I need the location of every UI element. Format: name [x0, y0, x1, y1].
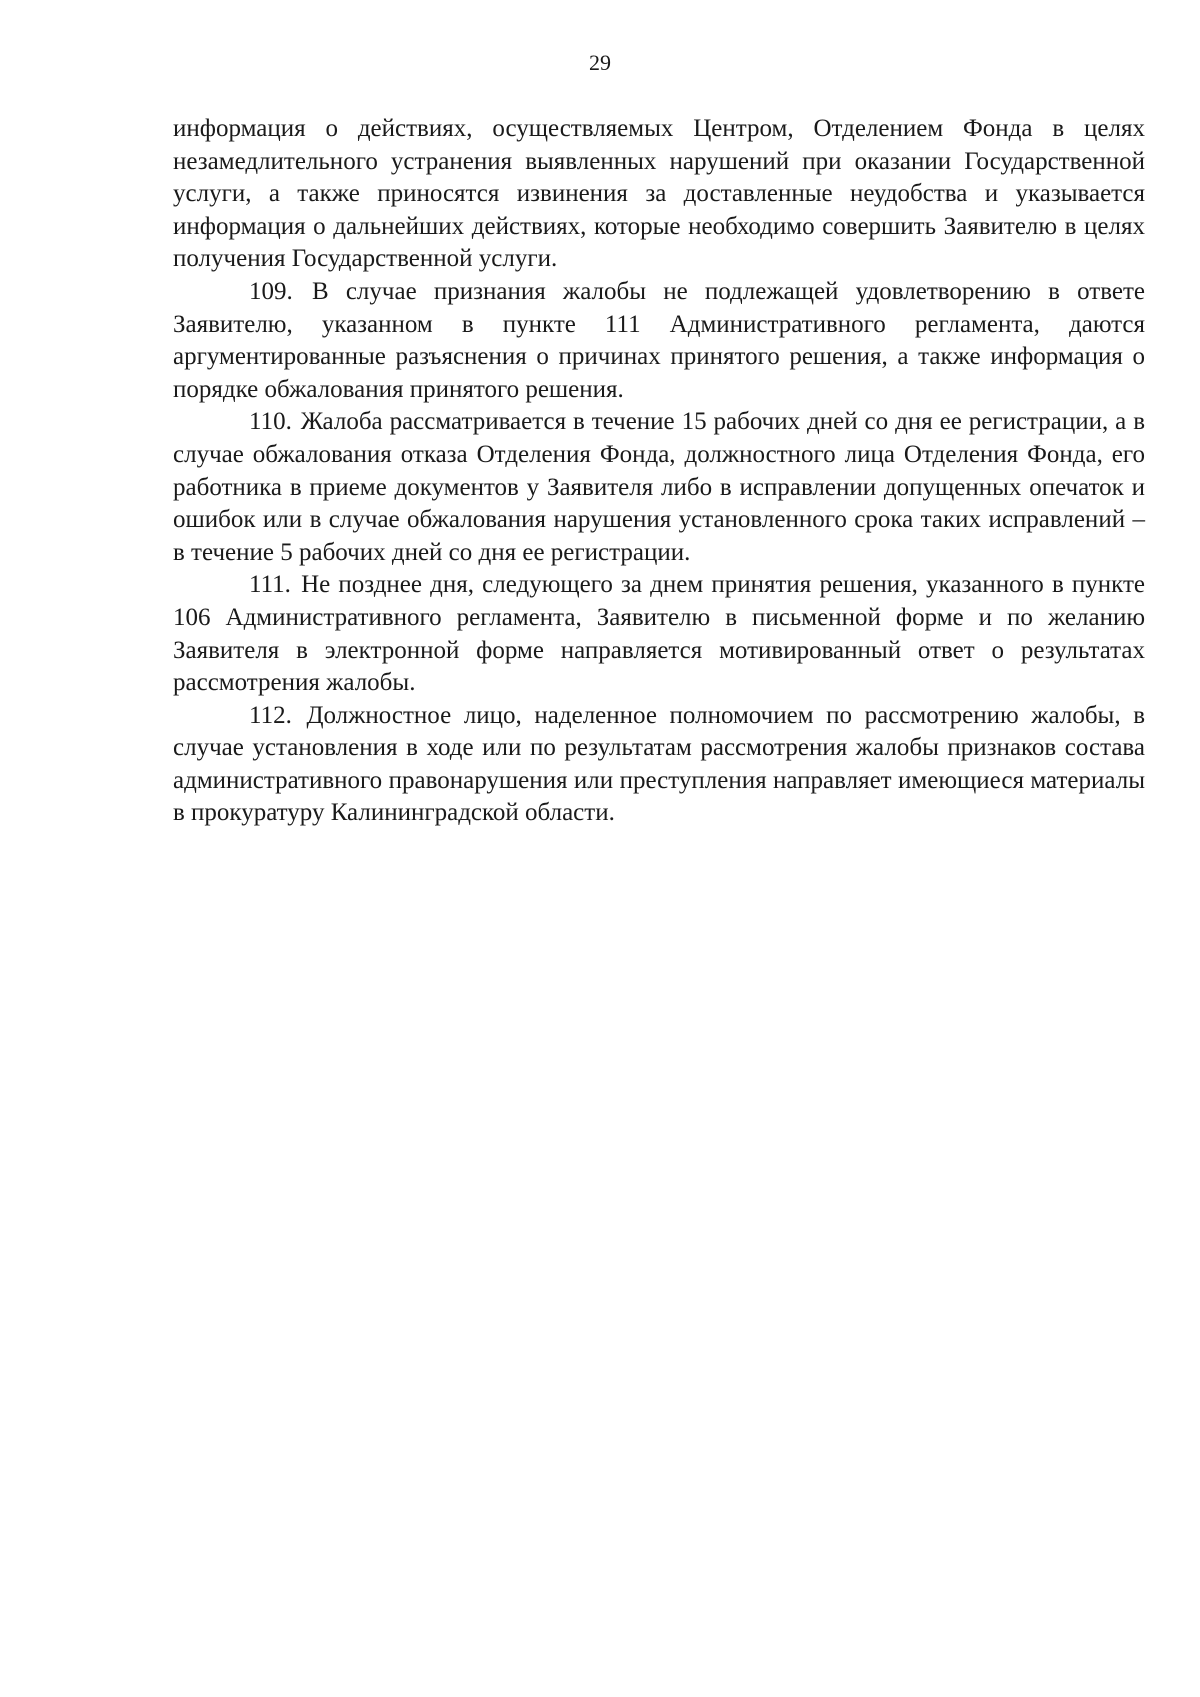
paragraph-number: 110. [249, 408, 292, 436]
paragraph-text: В случае признания жалобы не подлежащей удовлетворению в ответе Заявителю, указанном в пункте 111 Административного регламента, даются аргументированные разъяснения о причинах принятого решения, а также информация о порядке обжалования принятого решения. [173, 277, 1145, 403]
paragraph-text: Не позднее дня, следующего за днем принятия решения, указанного в пункте 106 Административного регламента, Заявителю в письменной форме и по желанию Заявителя в электронной форме направляется мотивированный ответ о результатах рассмотрения жалобы. [173, 571, 1146, 697]
paragraph-109 [173, 276, 1145, 406]
paragraph-110 [173, 406, 1145, 569]
page-number: 29 [589, 50, 611, 75]
paragraph-112 [173, 700, 1145, 830]
paragraph-111 [173, 569, 1145, 699]
paragraph-number: 112. [249, 701, 292, 729]
paragraph-continuation [173, 113, 1145, 276]
document-body [173, 113, 1145, 830]
paragraph-number: 109. [249, 277, 293, 305]
paragraph-number: 111. [249, 571, 291, 599]
paragraph-text: Должностное лицо, наделенное полномочием по рассмотрению жалобы, в случае установления в ходе или по результатам рассмотрения жалобы признаков состава административного правонарушения или преступления направляет имеющиеся материалы в прокуратуру Калининградской области. [173, 701, 1145, 827]
paragraph-text: Жалоба рассматривается в течение 15 рабочих дней со дня ее регистрации, а в случае обжалования отказа Отделения Фонда, должностного лица Отделения Фонда, его работника в приеме документов у Заявителя либо в исправлении допущенных опечаток и ошибок или в случае обжалования нарушения установленного срока таких исправлений – в течение 5 рабочих дней со дня ее регистрации. [173, 408, 1146, 566]
paragraph-text: информация о действиях, осуществляемых Центром, Отделением Фонда в целях незамедлительного устранения выявленных нарушений при оказании Государственной услуги, а также приносятся извинения за доставленные неудобства и указывается информация о дальнейших действиях, которые необходимо совершить Заявителю в целях получения Государственной услуги. [173, 115, 1145, 273]
